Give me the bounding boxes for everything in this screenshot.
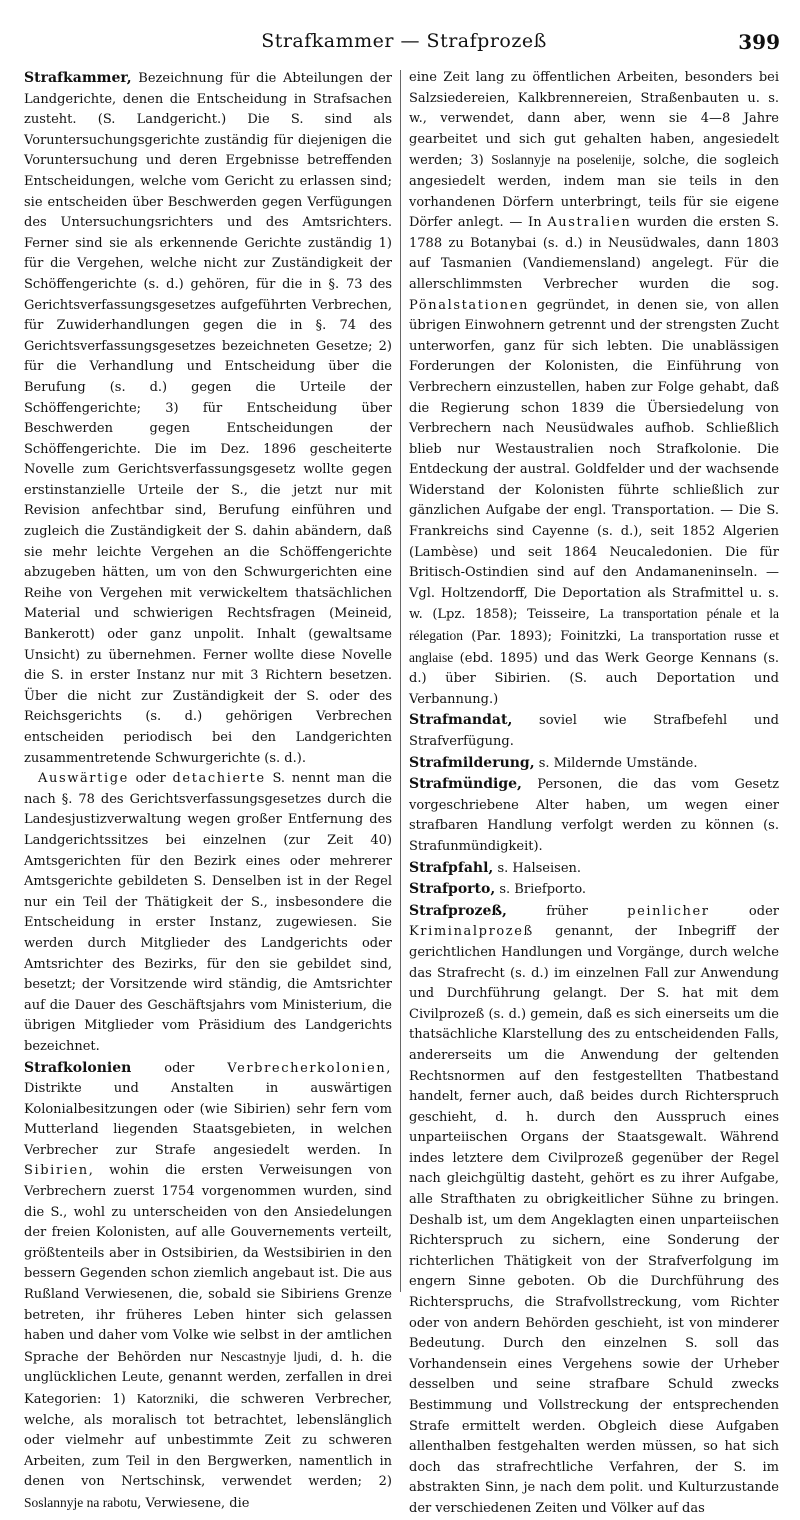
entry-headword: Strafkammer, [24, 70, 132, 86]
entry-headword: Strafmilderung, [409, 754, 535, 771]
entry-text: oder [131, 1060, 228, 1076]
header-title: Strafkammer — Strafprozeß [261, 30, 547, 52]
entry-text: Personen, die das vom Gesetz vorgeschriebene Alter haben, um wegen einer strafbaren Handlung verfolgt werden zu können (s. Strafunmündigkeit). [409, 777, 779, 854]
entry-headword: Strafmündige, [409, 776, 522, 793]
latin-term: Katorzniki [136, 1391, 195, 1406]
entry-text: , Verwiesene, die [137, 1495, 250, 1511]
entry-text: oder [709, 903, 779, 919]
entry-text: oder [128, 771, 173, 787]
entry-text: , solche, die sogleich angesiedelt werden, indem man sie teils in den vorhandenen Dörfern unterbringt, teils für sie eigene Dörfer anlegt. — In [409, 153, 779, 231]
entry-text: genannt, der Inbegriff der gerichtlichen Handlungen und Vorgänge, durch welche das Strafrecht (s. d.) im einzelnen Fall zur Anwendung und Durchführung gelangt. Der S. hat mit dem Civilprozeß (s. d.) gemein, daß es sich einerseits um die thatsächliche Klarstellung des zu entscheidenden Falls, andererseits um die Anwendung der geltenden Rechtsnormen auf den festgestellten Thatbestand handelt, ferner auch, daß beides durch Richterspruch geschieht, d. h. durch den Ausspruch eines unparteiischen Organs der Staatsgewalt. Während indes letztere dem Civilprozeß gegenüber der Regel nach gleichgültig dasteht, gehört es zu ihrer Aufgabe, alle Strafthaten zu obrigkeitlicher Sühne zu bringen. Deshalb ist, um dem Angeklagten einen unparteiischen Richterspruch zu sichern, eine Sonderung der richterlichen Thätigkeit von der Strafverfolgung im engern Sinne geboten. Ob die Durchführung des Richterspruchs, die Strafvollstreckung, vom Richter oder von andern Behörden geschieht, ist von minderer Bedeutung. Durch den einzelnen S. soll das Vorhandensein eines Vergehens sowie der Urheber desselben und seine strafbare Schuld zwecks Bestimmung und Vollstreckung der entsprechenden Strafe ermittelt werden. Obgleich diese Aufgaben allenthalben festgehalten werden müssen, so hat sich doch das strafrechtliche Verfahren, der S. im abstrakten Sinn, je nach dem polit. und Kulturzustande der verschiedenen Zeiten und Völker auf das [409, 924, 779, 1516]
entry-strafmuendige [409, 774, 779, 857]
spaced-term: Verbrecherkolonien, [227, 1060, 392, 1076]
latin-term: La transportation pénale et la rélegation [409, 606, 779, 644]
entry-strafkolonien [24, 1058, 392, 1515]
entry-strafporto [409, 879, 779, 901]
spaced-term: Kriminalprozeß [409, 924, 534, 940]
entry-headword: Strafmandat, [409, 712, 513, 729]
entry-text: (Par. 1893); Foinitzki, [462, 629, 630, 645]
entry-text: Distrikte und Anstalten in auswärtigen Kolonialbesitzungen oder (wie Sibirien) sehr fern vom Mutterland liegenden Staatsgebieten, in welchen Verbrecher zur Strafe angesiedelt werden. In [24, 1081, 392, 1158]
latin-term: Soslannyje na rabotu [24, 1494, 138, 1510]
spaced-term: Pönalstationen [409, 297, 530, 313]
entry-text: s. Mildernde Umstände. [534, 755, 698, 771]
entry-headword: Strafporto, [409, 881, 496, 898]
entry-text: früher [506, 903, 628, 919]
entry-headword: Strafprozeß, [409, 902, 507, 919]
entry-text: (ebd. 1895) und das Werk George Kennans (s. d.) über Sibirien. (S. auch Deportation und Verbannung.) [409, 650, 779, 707]
entry-text: soviel wie Strafbefehl und Strafverfügung. [409, 713, 779, 749]
entry-text: S. nennt man die nach §. 78 des Gerichtsverfassungsgesetzes durch die Landesjustizverwaltung wegen großer Entfernung des Landgerichtssitzes bei einzelnen (zur Zeit 40) Amtsgerichten für den Bezirk eines oder mehrerer Amtsgerichte gebildeten S. Denselben ist in der Regel nur ein Teil der Thätigkeit der S., insbesondere die Entscheidung in erster Instanz, zugewiesen. Sie werden durch Mitglieder des Landgerichts oder Amtsrichter des Bezirks, für den sie gebildet sind, besetzt; der Vorsitzende wird ständig, die Amtsrichter auf die Dauer des Geschäftsjahrs vom Ministerium, die übrigen Mitglieder vom Präsidium des Landgerichts bezeichnet. [24, 771, 392, 1054]
latin-term: Nescastnyje ljudi [220, 1348, 319, 1364]
left-column [24, 68, 392, 1511]
entry-text: s. Briefporto. [495, 882, 587, 898]
entry-auswaertige-strafkammer [24, 769, 392, 1057]
spaced-term: peinlicher [627, 903, 710, 919]
entry-strafkolonien-continued [409, 68, 779, 710]
entry-headword: Strafpfahl, [409, 859, 494, 876]
entry-text: s. Halseisen. [493, 860, 582, 876]
latin-term: La transportation russe et anglaise [409, 628, 779, 665]
entry-text: Bezeichnung für die Abteilungen der Landgerichte, denen die Entscheidung in Strafsachen zusteht. (S. Landgericht.) Die S. sind als Voruntersuchungsgerichte zuständig für diejenigen die Voruntersuchung und deren Ergebnisse betreffenden Entscheidungen, welche vom Gericht zu erlassen sind; sie entscheiden über Beschwerden gegen Verfügungen des Untersuchungsrichters und des Amtsrichters. Ferner sind sie als erkennende Gerichte zuständig 1) für die Vergehen, welche nicht zur Zuständigkeit der Schöffengerichte (s. d.) gehören, für die in §. 73 des Gerichtsverfassungsgesetzes aufgeführten Verbrechen, für Zuwiderhandlungen gegen die in §. 74 des Gerichtsverfassungsgesetzes bezeichneten Gesetze; 2) für die Verhandlung und Entscheidung über die Berufung (s. d.) gegen die Urteile der Schöffengerichte; 3) für Entscheidung über Beschwerden gegen Entscheidungen der Schöffengerichte. Die im Dez. 1896 gescheiterte Novelle zum Gerichtsverfassungsgesetz wollte gegen erstinstanzielle Urteile der S., die jetzt nur mit Revision anfechtbar sind, Berufung einführen und zugleich die Zuständigkeit der S. dahin abändern, daß sie mehr leichte Vergehen an die Schöffengerichte abzugeben hätten, um von den Schwurgerichten eine Reihe von Vergehen mit verwickeltem thatsächlichen Material und schwierigen Rechtsfragen (Meineid, Bankerott) oder ganz unpolit. Inhalt (gewaltsame Unsicht) zu übernehmen. Ferner wollte diese Novelle die S. in erster Instanz nur mit 3 Richtern besetzen. Über die nicht zur Zuständigkeit der S. oder des Reichsgerichts (s. d.) gehörigen Verbrechen entscheiden periodisch bei den Landgerichten zusammentretende Schwurgerichte (s. d.). [24, 71, 392, 766]
spaced-term: detachierte [172, 771, 266, 787]
entry-text: , d. h. die unglücklichen Leute, genannt werden, zerfallen in drei Kategorien: 1) [24, 1349, 392, 1407]
entry-text: , die schweren Verbrecher, welche, als moralisch tot betrachtet, lebenslänglich oder vielmehr auf unbestimmte Zeit zu schweren Arbeiten, zum Teil in den Bergwerken, namentlich in denen von Nertschinsk, verwendet werden; 2) [24, 1392, 392, 1490]
spaced-term: Australien [547, 215, 632, 231]
spaced-term: Auswärtige [38, 771, 129, 787]
entry-strafmilderung [409, 753, 779, 775]
entry-strafmandat [409, 710, 779, 752]
entry-text: wurden die ersten S. 1788 zu Botanybai (s. d.) in Neusüdwales, dann 1803 auf Tasmanien (Vandiemensland) angelegt. Für die allerschlimmsten Verbrecher wurden die sog. [409, 215, 780, 292]
latin-term: Soslannyje na poselenije [491, 152, 632, 168]
right-column [409, 68, 780, 1516]
entry-text: gegründet, in denen sie, von allen übrigen Einwohnern getrennt und der strengsten Zucht unterworfen, ganz für sich lebten. Die unablässigen Forderungen der Kolonisten, die Einführung von Verbrechern einzustellen, haben zur Folge gehabt, daß die Regierung schon 1839 die Übersiedelung von Verbrechern nach Neusüdwales aufhob. Schließlich blieb nur Westaustralien noch Strafkolonie. Die Entdeckung der austral. Goldfelder und der wachsende Widerstand der Kolonisten führte schließlich zur gänzlichen Aufgabe der engl. Transportation. — Die S. Frankreichs sind Cayenne (s. d.), seit 1852 Algerien (Lambèse) und seit 1864 Neucaledonien. Die für Britisch-Ostindien sind auf den Andamaneninseln. — Vgl. Holtzendorff, Die Deportation als Strafmittel u. s. w. (Lpz. 1858); Teisseire, [409, 297, 779, 623]
entry-text: eine Zeit lang zu öffentlichen Arbeiten, besonders bei Salzsiedereien, Kalkbrennereien, Straßenbauten u. s. w., verwendet, dann aber, wenn sie 4—8 Jahre gearbeitet und sich gut gehalten haben, angesiedelt werden; 3) [409, 70, 779, 169]
entry-headword: Strafkolonien [24, 1059, 132, 1076]
column-divider [400, 70, 401, 1292]
entry-text: , wohin die ersten Verweisungen von Verbrechern zuerst 1754 vorgenommen wurden, sind die S., wohl zu unterscheiden von den Ansiedelungen der freien Kolonisten, auf alle Gouvernements verteilt, größtenteils aber in Ostsibirien, da Westsibirien in den bessern Gegenden schon ziemlich angebaut ist. Die aus Rußland Verwiesenen, die, sobald sie Sibiriens Grenze betreten, ihr früheres Leben hinter sich gelassen haben und daher vom Volke wie selbst in der amtlichen Sprache der Behörden nur [24, 1163, 392, 1365]
entry-strafkammer [24, 68, 392, 769]
spaced-term: Sibirien [24, 1163, 89, 1179]
page-number: 399 [738, 30, 780, 54]
entry-strafprozess [409, 901, 779, 1520]
entry-strafpfahl [409, 858, 779, 880]
running-header [28, 30, 780, 60]
